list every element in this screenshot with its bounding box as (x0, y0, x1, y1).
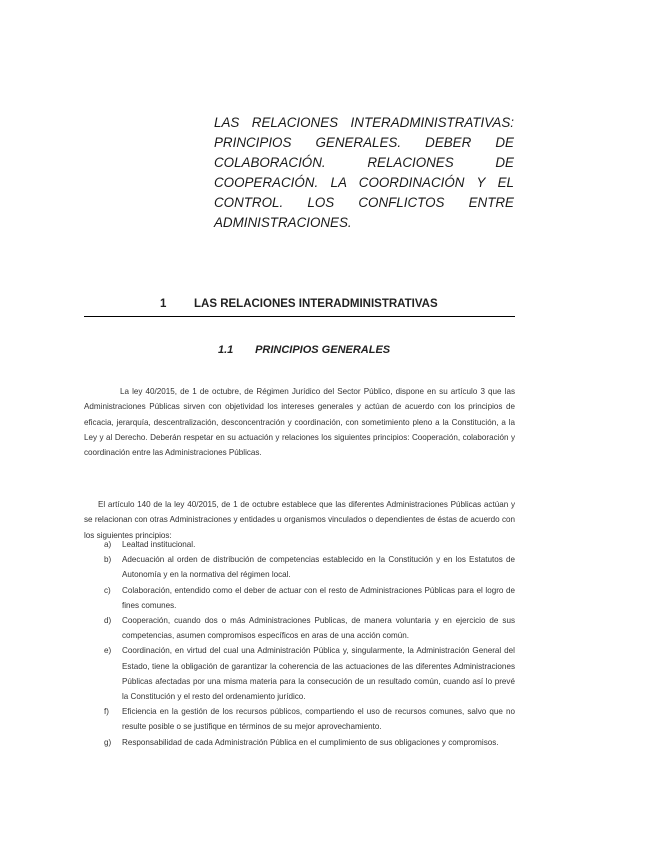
section-heading-1 (84, 296, 515, 317)
subsection-title: PRINCIPIOS GENERALES (255, 344, 391, 356)
list-marker: f) (104, 707, 109, 717)
list-marker: e) (104, 646, 112, 656)
list-item-text: Colaboración, entendido como el deber de actuar con el resto de Administraciones Públicas para el logro de fines comunes. (122, 585, 515, 610)
list-item (84, 583, 515, 613)
list-item (84, 613, 515, 643)
list-marker: a) (104, 540, 112, 549)
paragraph-articulo-140: El artículo 140 de la ley 40/2015, de 1 de octubre establece que las diferentes Administraciones Públicas actúan y se relacionan con otras Administraciones y entidades u organismos vinculados o dependientes de éstas de acuerdo con los siguientes principios: (84, 500, 515, 540)
list-item-text: Cooperación, cuando dos o más Administraciones Publicas, de manera voluntaria y en ejercicio de sus competencias, asumen compromisos específicos en aras de una acción común. (122, 616, 515, 641)
principles-list (84, 537, 515, 750)
section-title: LAS RELACIONES INTERADMINISTRATIVAS (194, 298, 438, 310)
list-item (84, 552, 515, 582)
list-item-text: Responsabilidad de cada Administración Pública en el cumplimiento de sus obligaciones y compromisos. (122, 737, 499, 747)
list-item (84, 735, 515, 750)
list-item-text: Coordinación, en virtud del cual una Administración Pública y, singularmente, la Administración General del Estado, tiene la obligación de garantizar la coherencia de las actuaciones de las diferentes Administraciones Públicas afectadas por una misma materia para la consecución de un resultado común, cuando así lo prevé la Constitución y el resto del ordenamiento jurídico. (122, 646, 515, 702)
list-marker: g) (104, 737, 112, 747)
subsection-heading-1-1 (218, 344, 390, 356)
list-marker: b) (104, 555, 112, 565)
section-number: 1 (160, 298, 167, 310)
document-title: LAS RELACIONES INTERADMINISTRATIVAS: PRINCIPIOS GENERALES. DEBER DE COLABORACIÓN. RELACIONES DE COOPERACIÓN. LA COORDINACIÓN Y EL CONTROL. LOS CONFLICTOS ENTRE ADMINISTRACIONES. (214, 115, 514, 230)
list-item-text: Eficiencia en la gestión de los recursos públicos, compartiendo el uso de recursos comunes, salvo que no resulte posible o se justifique en términos de su mejor aprovechamiento. (122, 707, 515, 732)
list-item-text: Lealtad institucional. (122, 540, 196, 549)
list-item (84, 643, 515, 704)
list-item (84, 537, 515, 552)
list-marker: c) (104, 585, 111, 595)
list-item-text: Adecuación al orden de distribución de competencias establecido en la Constitución y en los Estatutos de Autonomía y en la normativa del régimen local. (122, 555, 515, 580)
subsection-number: 1.1 (218, 344, 234, 356)
list-marker: d) (104, 616, 112, 626)
list-item (84, 704, 515, 734)
paragraph-ley-40-2015-articulo-3: La ley 40/2015, de 1 de octubre, de Régimen Jurídico del Sector Público, dispone en su artículo 3 que las Administraciones Públicas sirven con objetividad los intereses generales y actúan de acuerdo con los principios de eficacia, jerarquía, descentralización, desconcentración y coordinación, con sometimiento pleno a la Constitución, a la Ley y al Derecho. Deberán respetar en su actuación y relaciones los siguientes principios: Cooperación, colaboración y coordinación entre las Administraciones Públicas. (84, 387, 515, 457)
